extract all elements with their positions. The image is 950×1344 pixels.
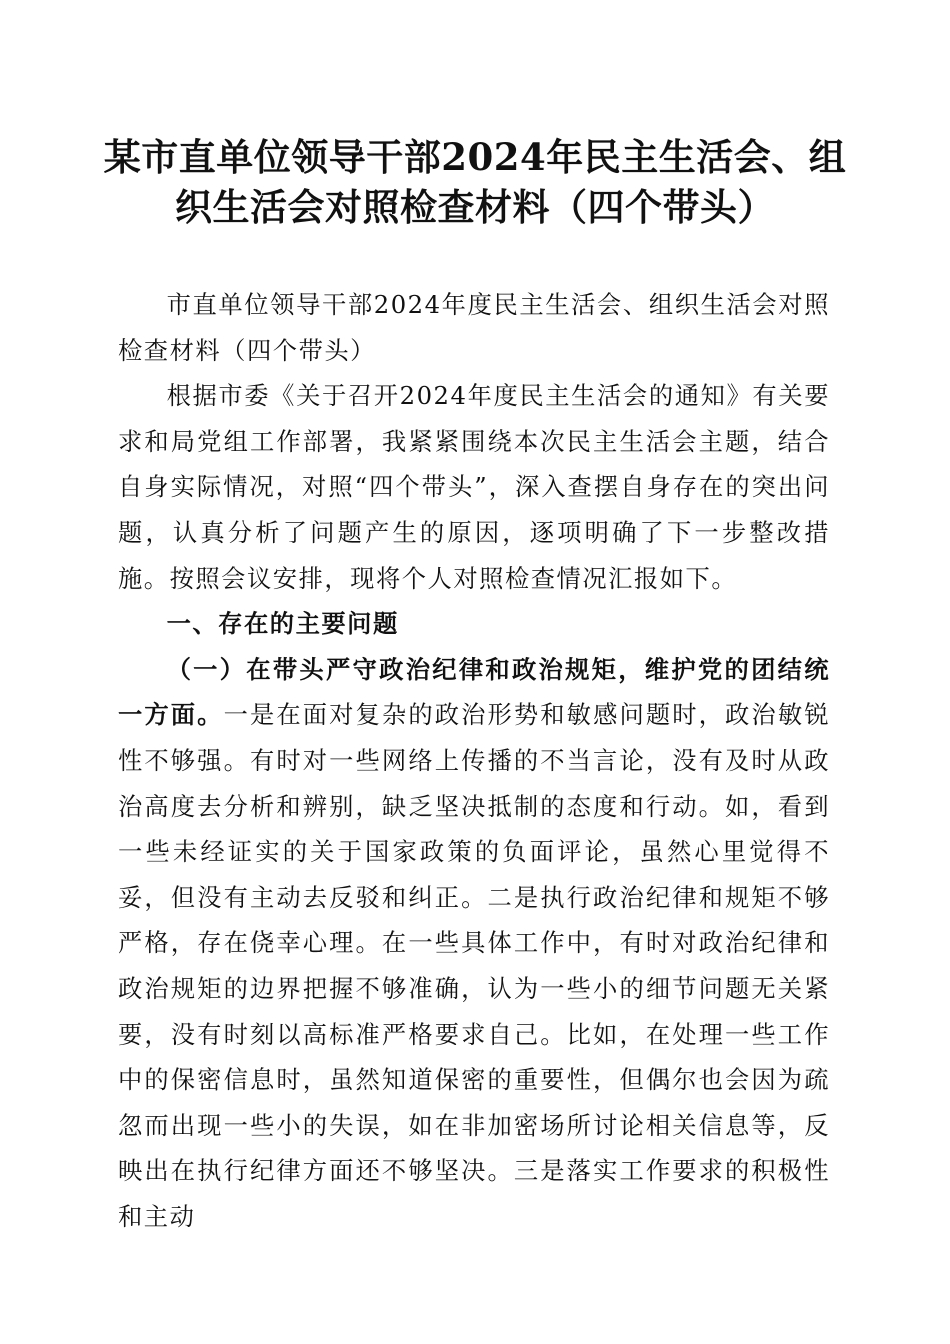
subsection-body: 一是在面对复杂的政治形势和敏感问题时，政治敏锐性不够强。有时对一些网络上传播的不当言论，没有及时从政治高度去分析和辨别，缺乏坚决抵制的态度和行动。如，看到一些未经证实的关于国家政策的负面评论，虽然心里觉得不妥，但没有主动去反驳和纠正。二是执行政治纪律和规矩不够严格，存在侥幸心理。在一些具体工作中，有时对政治纪律和政治规矩的边界把握不够准确，认为一些小的细节问题无关紧要，没有时刻以高标准严格要求自己。比如，在处理一些工作中的保密信息时，虽然知道保密的重要性，但偶尔也会因为疏忽而出现一些小的失误，如在非加密场所讨论相关信息等，反映出在执行纪律方面还不够坚决。三是落实工作要求的积极性和主动 xyxy=(118,700,831,1231)
title-line-1: 某市直单位领导干部2024年民主生活会、组 xyxy=(103,135,847,179)
subtitle-paragraph: 市直单位领导干部2024年度民主生活会、组织生活会对照检查材料（四个带头） xyxy=(118,290,830,365)
section-paragraph xyxy=(118,647,830,1240)
section-heading: 一、存在的主要问题 xyxy=(166,609,399,639)
document-body xyxy=(118,282,830,1239)
intro-paragraph: 根据市委《关于召开2024年度民主生活会的通知》有关要求和局党组工作部署，我紧紧围绕本次民主生活会主题，结合自身实际情况，对照“四个带头”，深入查摆自身存在的突出问题，认真分析了问题产生的原因，逐项明确了下一步整改措施。按照会议安排，现将个人对照检查情况汇报如下。 xyxy=(118,381,830,593)
title-line-2: 织生活会对照检查材料（四个带头） xyxy=(175,185,775,229)
document-title xyxy=(100,132,850,232)
subsection-lead: （一）在带头严守政治纪律和政治规矩，维护党的团结统一方面。 xyxy=(118,654,830,730)
